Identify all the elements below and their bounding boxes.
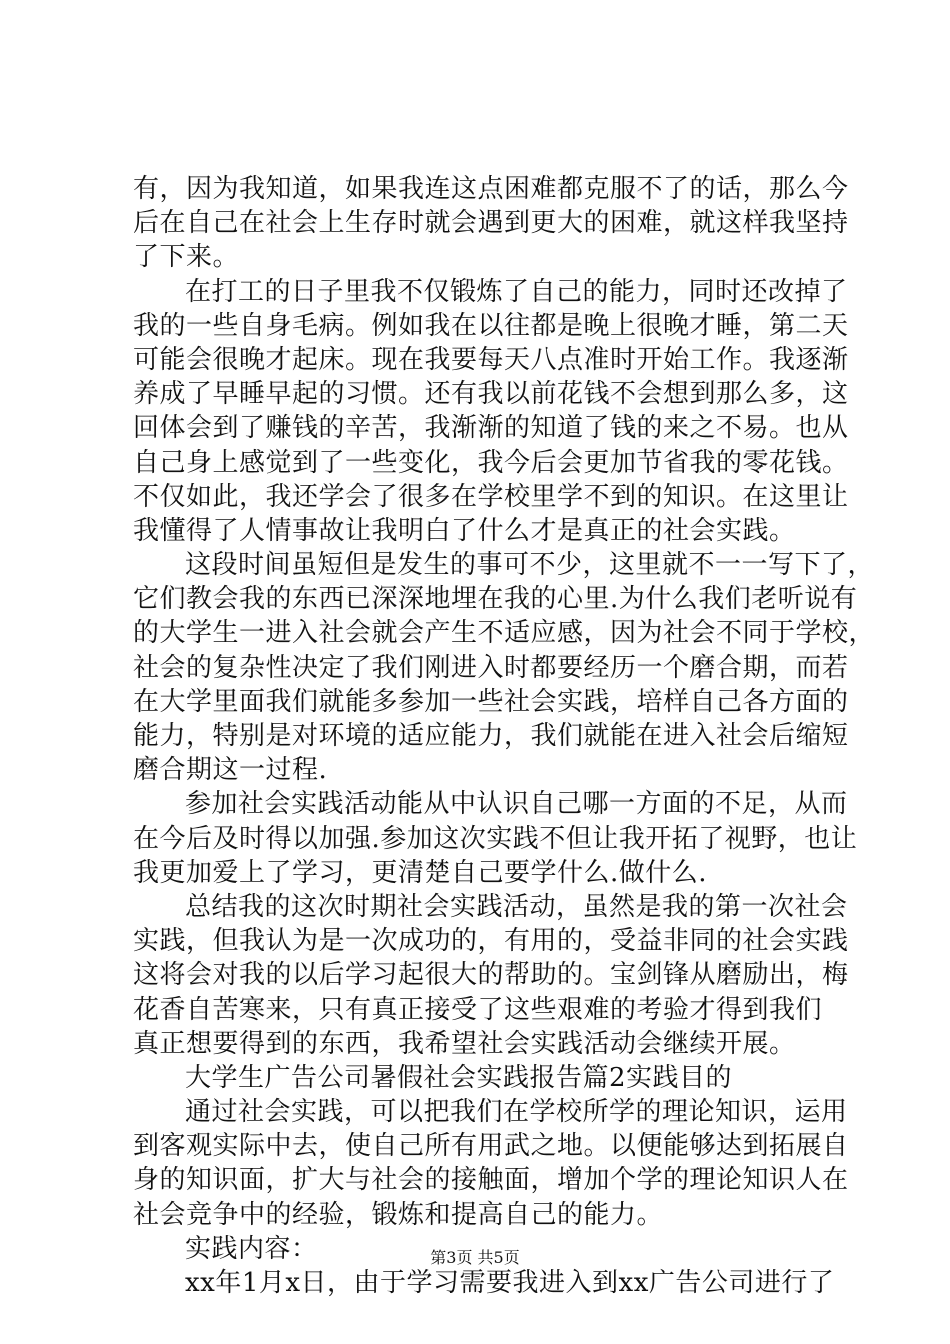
text-line: 的大学生一进入社会就会产生不适应感，因为社会不同于学校， <box>133 618 876 649</box>
text-line: 有，因为我知道，如果我连这点困难都克服不了的话，那么今 <box>133 174 849 204</box>
text-line: 在今后及时得以加强.参加这次实践不但让我开拓了视野，也让 <box>133 823 858 854</box>
page-footer: 第3页 共5页 <box>430 1248 520 1267</box>
text-line: xx年1月x日，由于学习需要我进入到xx广告公司进行了 <box>185 1268 835 1298</box>
text-line: 能力，特别是对环境的适应能力，我们就能在进入社会后缩短 <box>133 721 849 751</box>
text-line: 实践，但我认为是一次成功的，有用的，受益非同的社会实践 <box>133 926 849 957</box>
paragraph <box>133 890 849 1061</box>
text-line: 自己身上感觉到了一些变化，我今后会更加节省我的零花钱。 <box>133 447 849 478</box>
text-line: 养成了早睡早起的习惯。还有我以前花钱不会想到那么多，这 <box>133 379 849 410</box>
text-line: 参加社会实践活动能从中认识自己哪一方面的不足，从而 <box>185 789 848 820</box>
text-line: 我更加爱上了学习，更清楚自己要学什么.做什么. <box>133 857 708 888</box>
text-line: 我懂得了人情事故让我明白了什么才是真正的社会实践。 <box>133 515 796 546</box>
text-line: 在打工的日子里我不仅锻炼了自己的能力，同时还改掉了 <box>185 276 848 307</box>
text-line: 大学生广告公司暑假社会实践报告篇2实践目的 <box>185 1062 733 1093</box>
text-line: 到客观实际中去，使自己所有用武之地。以便能够达到拓展自 <box>133 1131 849 1162</box>
document-body <box>133 172 876 1300</box>
text-line: 回体会到了赚钱的辛苦，我渐渐的知道了钱的来之不易。也从 <box>133 413 849 444</box>
text-line: 社会竞争中的经验，锻炼和提高自己的能力。 <box>133 1199 664 1230</box>
paragraph <box>133 548 876 787</box>
paragraph <box>133 172 849 275</box>
paragraph <box>133 275 849 549</box>
text-line: 实践内容： <box>185 1233 318 1264</box>
text-line: 在大学里面我们就能多参加一些社会实践，培样自己各方面的 <box>133 686 849 717</box>
text-line: 真正想要得到的东西，我希望社会实践活动会继续开展。 <box>133 1028 796 1059</box>
text-line: 这段时间虽短但是发生的事可不少，这里就不一一写下了， <box>185 550 875 581</box>
text-line: 磨合期这一过程. <box>133 755 328 786</box>
text-line: 通过社会实践，可以把我们在学校所学的理论知识，运用 <box>185 1097 848 1128</box>
text-line: 这将会对我的以后学习起很大的帮助的。宝剑锋从磨励出，梅 <box>133 960 849 991</box>
text-line: 社会的复杂性决定了我们刚进入时都要经历一个磨合期，而若 <box>133 652 849 683</box>
paragraph <box>133 1061 833 1095</box>
text-line: 可能会很晚才起床。现在我要每天八点准时开始工作。我逐渐 <box>133 344 849 375</box>
paragraph <box>133 787 858 890</box>
text-line: 后在自己在社会上生存时就会遇到更大的困难，就这样我坚持 <box>133 208 849 239</box>
text-line: 了下来。 <box>133 242 240 273</box>
text-line: 它们教会我的东西已深深地埋在我的心里.为什么我们老听说有 <box>133 584 858 615</box>
text-line: 花香自苦寒来，只有真正接受了这些艰难的考验才得到我们 <box>133 994 823 1025</box>
paragraph <box>133 1095 849 1232</box>
text-line: 总结我的这次时期社会实践活动，虽然是我的第一次社会 <box>185 891 848 922</box>
text-line: 不仅如此，我还学会了很多在学校里学不到的知识。在这里让 <box>133 481 849 512</box>
paragraph <box>133 1266 833 1300</box>
text-line: 身的知识面，扩大与社会的接触面，增加个学的理论知识人在 <box>133 1165 849 1196</box>
text-line: 我的一些自身毛病。例如我在以往都是晚上很晚才睡，第二天 <box>133 310 849 341</box>
